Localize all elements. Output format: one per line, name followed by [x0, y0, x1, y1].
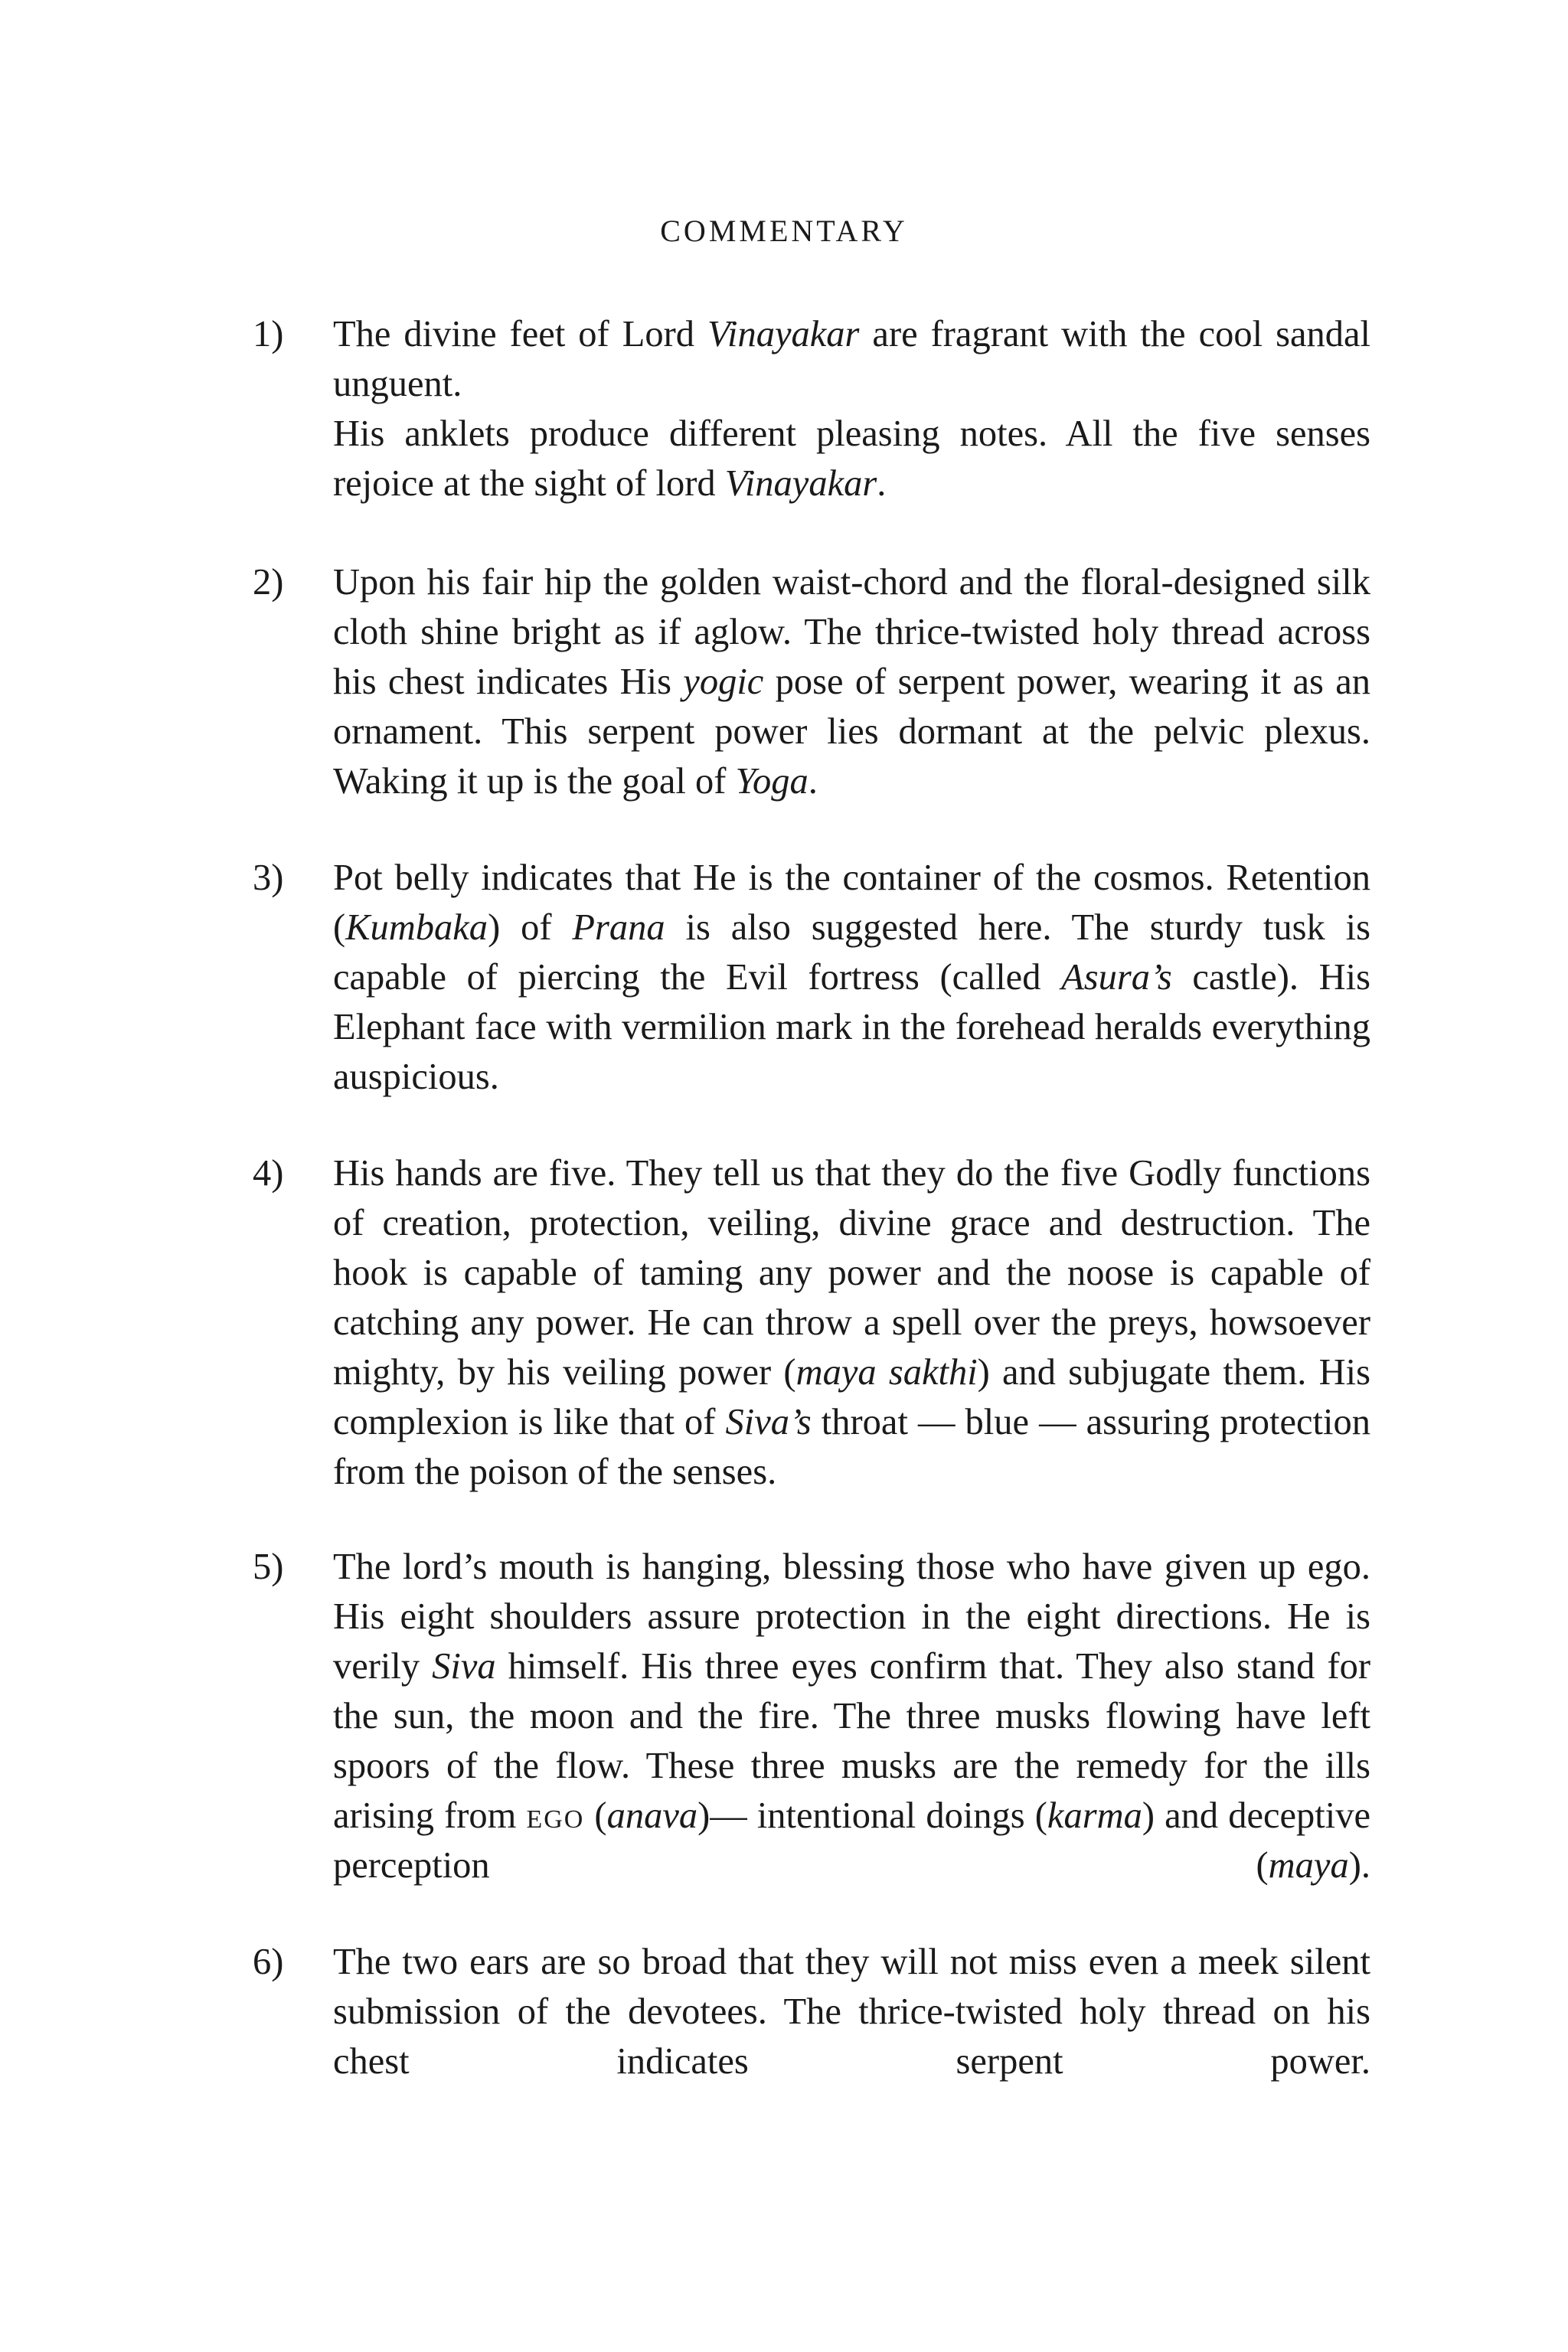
italic-term: Yoga	[735, 761, 808, 802]
commentary-entry-5	[253, 1542, 1370, 1890]
entry-text	[333, 1148, 1370, 1497]
text-run: )— intentional doings (	[697, 1795, 1047, 1836]
paragraph	[333, 557, 1370, 806]
italic-term: karma	[1047, 1795, 1142, 1836]
text-run: ) and subjugate them. His complexion is like that of	[333, 1352, 1371, 1442]
paragraph	[333, 409, 1370, 508]
italic-term: anava	[606, 1795, 698, 1836]
paragraph	[333, 1542, 1370, 1890]
text-run: The divine feet of Lord	[333, 314, 707, 354]
commentary-entry-4	[253, 1148, 1370, 1497]
text-run: pose of serpent power, wearing it as an ornament. This serpent power lies dormant at the pelvic plexus. Waking it up is the goal of	[333, 662, 1370, 802]
paragraph	[333, 853, 1370, 1102]
italic-term: Vinayakar	[707, 314, 860, 354]
text-run: .	[877, 463, 887, 504]
text-run: himself. His three eyes confirm that. They also stand for the sun, the moon and the fire. The three musks flowing have left spoors of the flow. These three musks are the remedy for the ills arising from	[333, 1646, 1370, 1836]
text-run: Pot belly indicates that He is the container of the cosmos. Retention (	[333, 858, 1370, 948]
text-run: castle). His Elephant face with vermilion mark in the forehead heralds everything auspicious.	[333, 957, 1370, 1097]
entry-number: 1)	[253, 314, 284, 354]
italic-term: Siva	[432, 1646, 496, 1687]
paragraph	[333, 1937, 1370, 2086]
text-run: ego	[526, 1795, 585, 1836]
text-run: are fragrant with the cool sandal unguent.	[333, 314, 1370, 404]
paragraph	[333, 309, 1370, 409]
text-run: is also suggested here. The sturdy tusk is capable of piercing the Evil fortress (called	[333, 907, 1370, 998]
italic-term: Siva’s	[725, 1402, 812, 1442]
commentary-entry-6	[253, 1937, 1370, 2086]
text-run: The lord’s mouth is hanging, blessing those who have given up ego. His eight shoulders assure protection in the eight directions. He is verily	[333, 1547, 1370, 1687]
entry-number: 6)	[253, 1942, 284, 1982]
entry-text	[333, 1937, 1370, 2086]
text-run: The two ears are so broad that they will not miss even a meek silent submission of the devotees. The thrice-twisted holy thread on his chest indicates serpent power.	[333, 1942, 1370, 2082]
italic-term: Kumbaka	[345, 907, 488, 948]
entry-number: 5)	[253, 1547, 284, 1587]
entry-text	[333, 309, 1370, 508]
text-run: (	[584, 1795, 607, 1836]
entry-text	[333, 853, 1370, 1102]
text-run: throat — blue — assuring protection from the poison of the senses.	[333, 1402, 1370, 1492]
paragraph	[333, 1148, 1370, 1497]
text-run: ) of	[488, 907, 573, 948]
commentary-entry-2	[253, 557, 1370, 806]
commentary-entry-1	[253, 309, 1370, 508]
entry-number: 4)	[253, 1153, 284, 1194]
text-run: ).	[1348, 1845, 1370, 1886]
commentary-entry-3	[253, 853, 1370, 1102]
text-run: Upon his fair hip the golden waist-chord and the floral-designed silk cloth shine bright as if aglow. The thrice-twisted holy thread across his chest indicates His	[333, 562, 1370, 702]
entry-number: 2)	[253, 562, 284, 603]
italic-term: Prana	[572, 907, 665, 948]
italic-term: Asura’s	[1061, 957, 1172, 998]
italic-term: yogic	[683, 662, 764, 702]
page-heading: COMMENTARY	[660, 214, 908, 248]
text-run: His hands are five. They tell us that they do the five Godly functions of creation, protection, veiling, divine grace and destruction. The hook is capable of taming any power and the noose is capable of catching any power. He can throw a spell over the preys, howsoever mighty, by his veiling power (	[333, 1153, 1370, 1393]
entry-text	[333, 1542, 1370, 1890]
italic-term: Vinayakar	[724, 463, 877, 504]
italic-term: maya	[1268, 1845, 1349, 1886]
entry-text	[333, 557, 1370, 806]
text-run: ) and deceptive perception (	[333, 1795, 1370, 1886]
entry-number: 3)	[253, 858, 284, 898]
text-run: .	[808, 761, 818, 802]
text-run: His anklets produce different pleasing notes. All the five senses rejoice at the sight of lord	[333, 413, 1370, 504]
italic-term: maya sakthi	[795, 1352, 978, 1393]
